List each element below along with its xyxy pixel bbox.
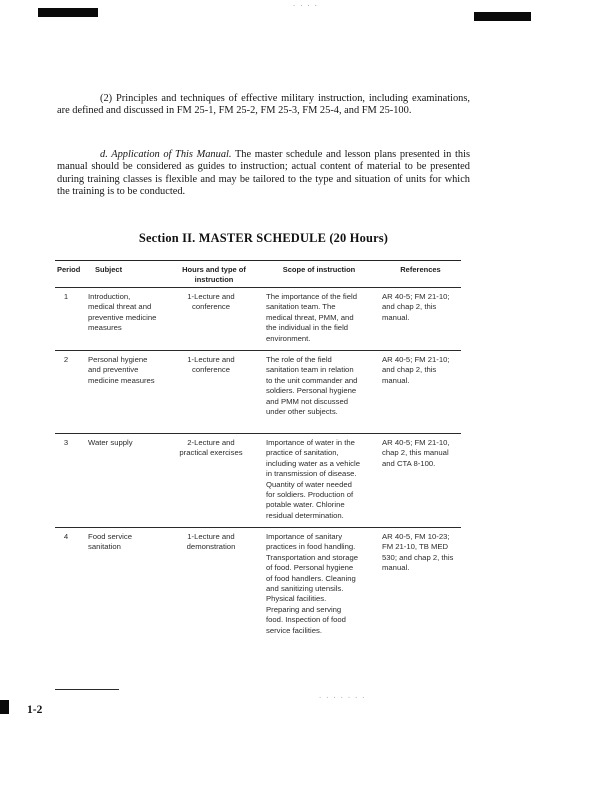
scan-artifact-tab bbox=[0, 700, 9, 714]
section-heading: Section II. MASTER SCHEDULE (20 Hours) bbox=[138, 231, 389, 245]
cell-references: AR 40-5; FM 21-10, chap 2, this manual and CTA 8-100. bbox=[382, 437, 450, 468]
cell-hours: 1-Lecture and conference bbox=[187, 292, 235, 312]
table-header-row bbox=[55, 261, 461, 288]
cell-references: AR 40-5; FM 21-10; and chap 2, this manual. bbox=[382, 292, 450, 322]
scan-artifact-bar bbox=[38, 8, 98, 17]
cell-hours: 1-Lecture and conference bbox=[187, 354, 235, 375]
scan-speckle: ······· bbox=[318, 694, 369, 702]
cell-subject: Water supply bbox=[88, 437, 133, 447]
cell-period: 2 bbox=[63, 354, 69, 364]
paragraph-instruction-principles bbox=[57, 93, 470, 118]
cell-period: 1 bbox=[63, 292, 69, 301]
table-row bbox=[55, 528, 461, 678]
scan-artifact-bar bbox=[474, 12, 531, 21]
table-row bbox=[55, 288, 461, 351]
paragraph-application-of-manual bbox=[57, 149, 470, 199]
page-number: 1-2 bbox=[27, 704, 43, 716]
cell-subject: Personal hygiene and preventive medicine measures bbox=[88, 354, 155, 385]
paragraph-text: The master schedule and lesson plans presented in this manual should be considered as guides to instruction; actual content of material to be presented during training classes is flexible and may be tailored to the type and situation of units for which the training is to be conducted. bbox=[57, 149, 470, 198]
cell-period: 3 bbox=[63, 437, 69, 447]
header-subject: Subject bbox=[95, 265, 123, 274]
header-scope: Scope of instruction bbox=[282, 265, 356, 274]
table-row bbox=[55, 351, 461, 434]
header-period: Period bbox=[57, 265, 81, 274]
cell-scope: Importance of sanitary practices in food handling. Transportation and storage of food. Personal hygiene of food handlers. Cleaning and sanitizing utensils. Physical facilities. Preparing and serving food. Inspection of food service facilities. bbox=[266, 532, 359, 635]
scan-speckle: ···· bbox=[292, 2, 321, 10]
cell-subject: Introduction, medical threat and preventive medicine measures bbox=[88, 292, 157, 333]
cell-scope: The importance of the field sanitation team. The medical threat, PMM, and the individual in the field environment. bbox=[266, 292, 358, 343]
table-bottom-rule bbox=[55, 689, 119, 690]
paragraph-lead-italic: d. Application of This Manual. bbox=[100, 149, 232, 160]
header-hours: Hours and type of instruction bbox=[182, 265, 246, 285]
master-schedule-table bbox=[55, 260, 461, 678]
cell-period: 4 bbox=[63, 532, 69, 542]
cell-scope: Importance of water in the practice of sanitation, including water as a vehicle in transmission of disease. Quantity of water needed for soldiers. Production of potable water. Chlorine residual determination. bbox=[266, 437, 361, 520]
header-references: References bbox=[400, 265, 441, 274]
cell-hours: 2-Lecture and practical exercises bbox=[179, 437, 243, 458]
paragraph-text: (2) Principles and techniques of effective military instruction, including examinations, are defined and discussed in FM 25-1, FM 25-2, FM 25-3, FM 25-4, and FM 25-100. bbox=[57, 93, 470, 117]
table-row bbox=[55, 434, 461, 528]
cell-references: AR 40-5, FM 10-23; FM 21-10, TB MED 530; and chap 2, this manual. bbox=[382, 532, 454, 573]
cell-subject: Food service sanitation bbox=[88, 532, 133, 552]
cell-references: AR 40-5; FM 21-10; and chap 2, this manual. bbox=[382, 354, 450, 385]
cell-scope: The role of the field sanitation team in relation to the unit commander and soldiers. Personal hygiene and PMM not discussed under other subjects. bbox=[266, 354, 358, 416]
cell-hours: 1-Lecture and demonstration bbox=[186, 532, 236, 552]
